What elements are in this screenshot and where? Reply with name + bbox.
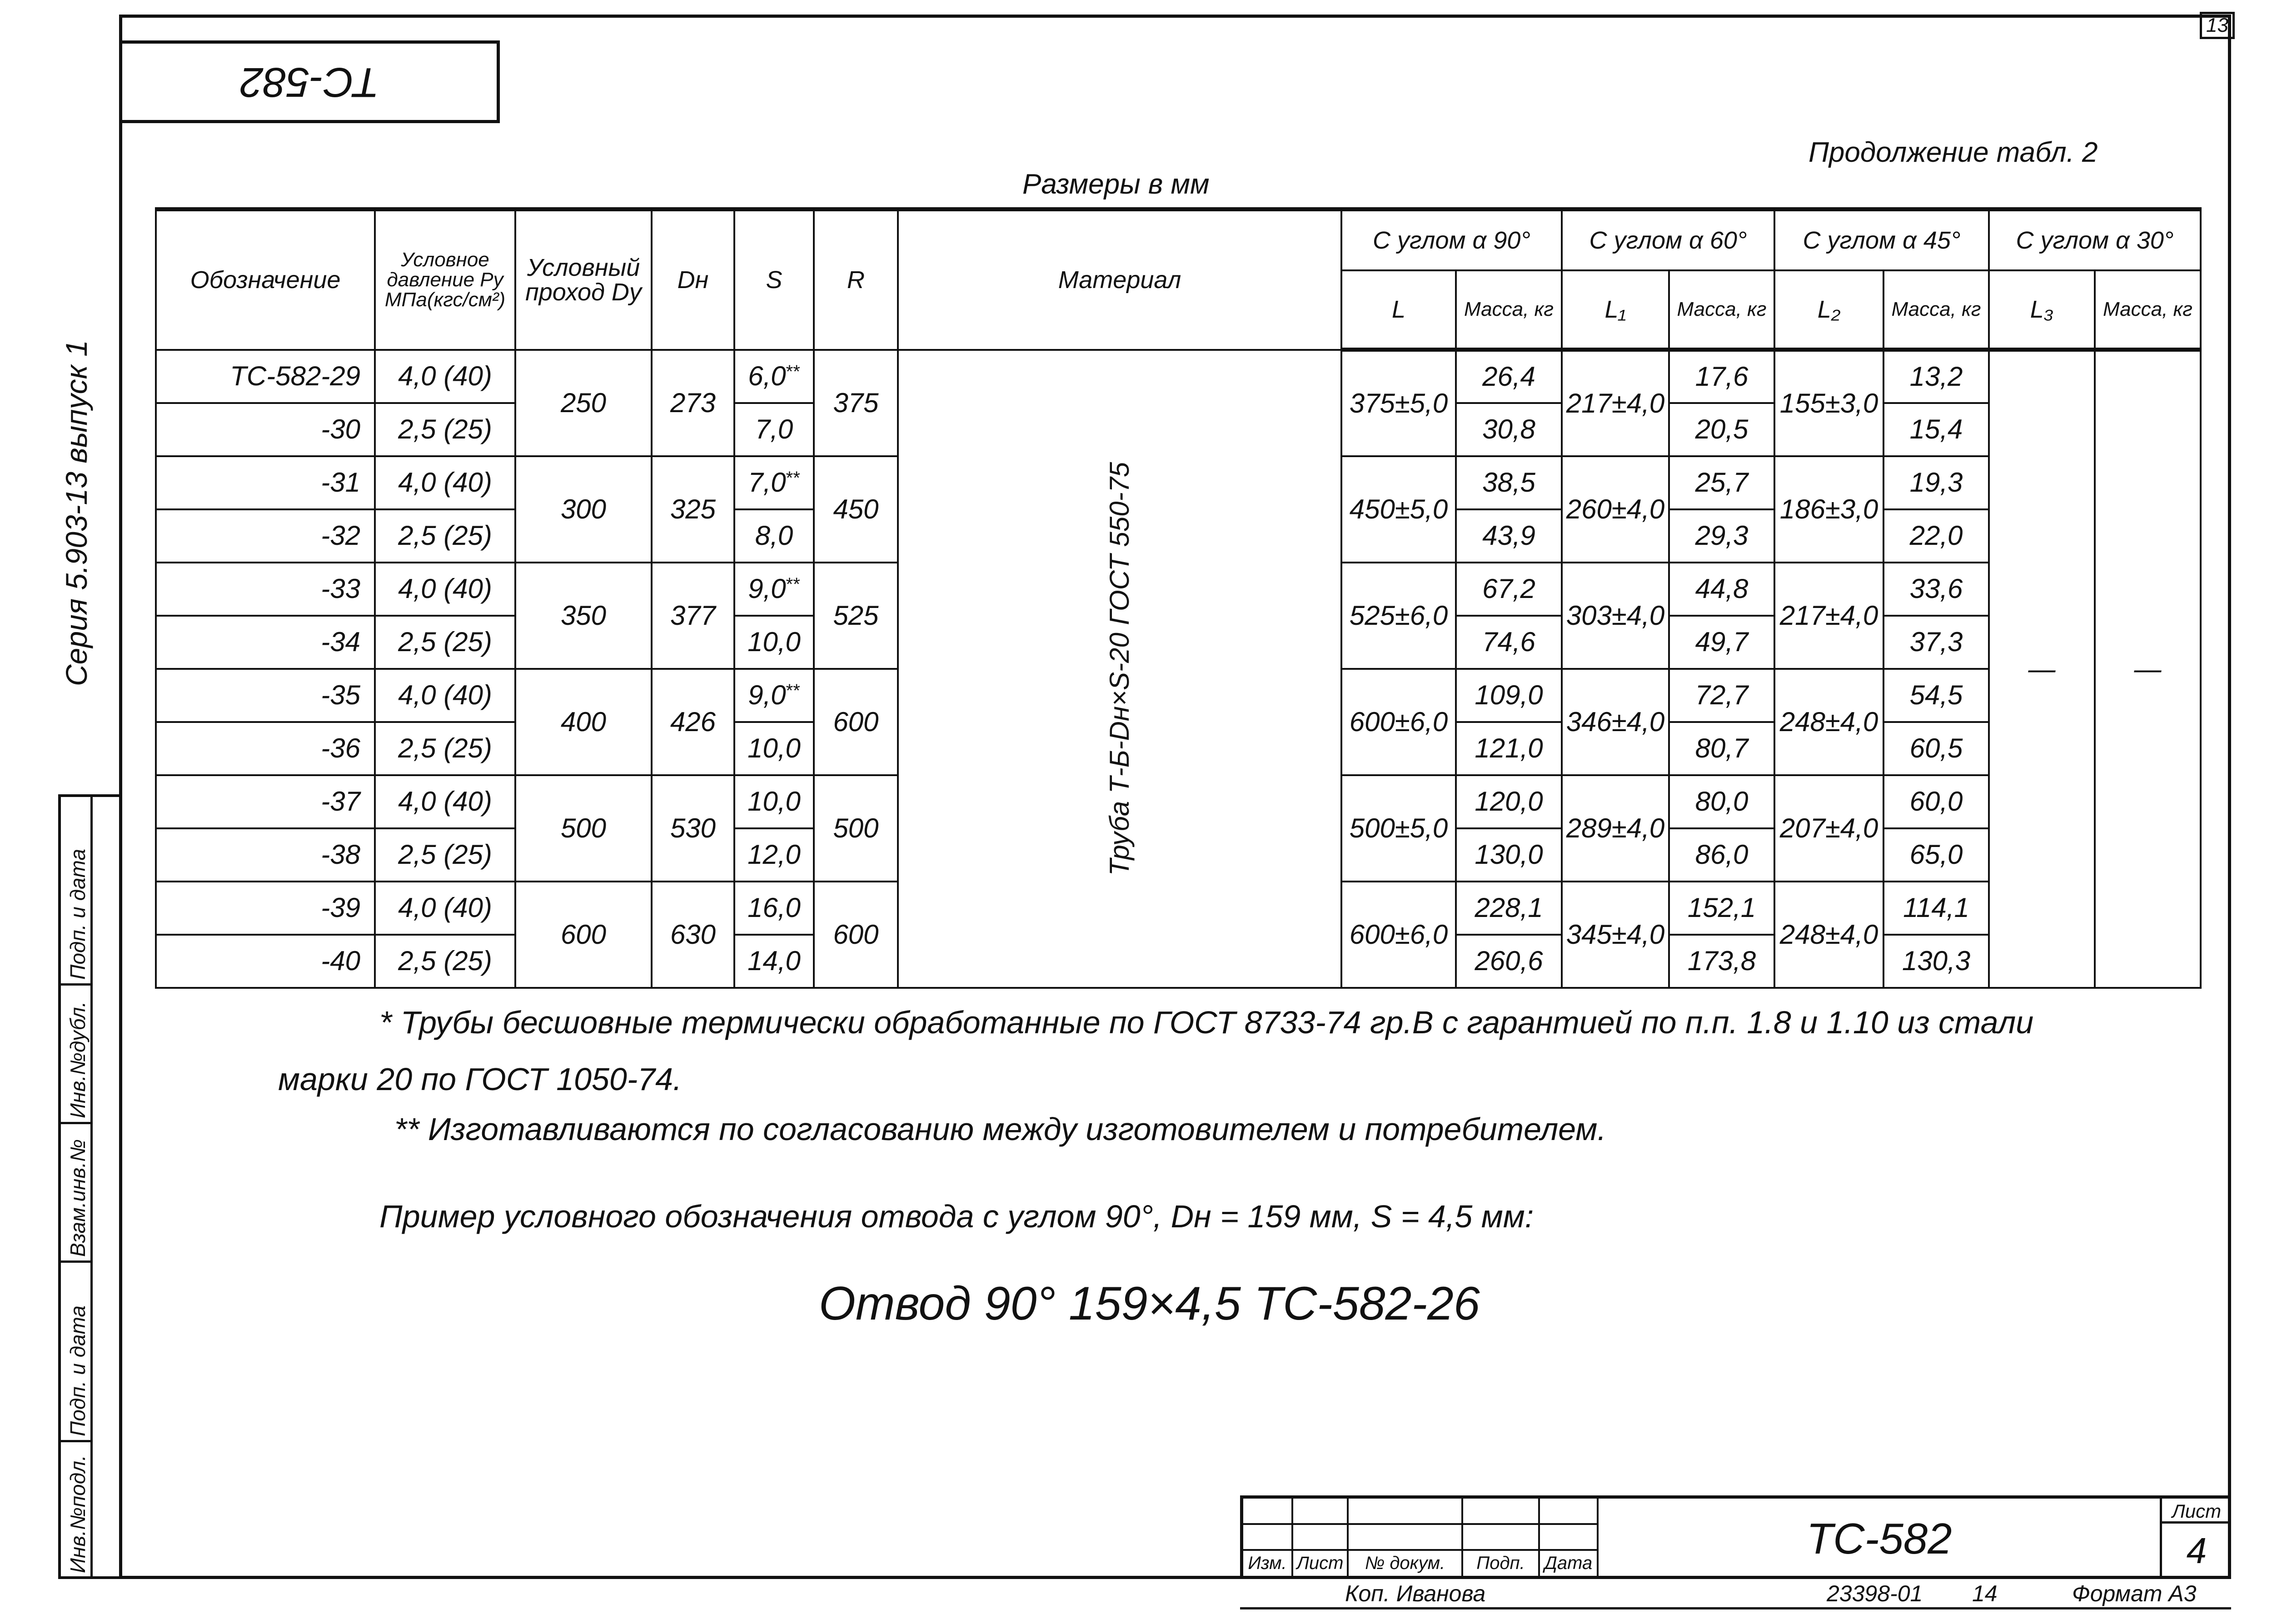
series-label: Серия 5.903-13 выпуск 1 (60, 340, 93, 686)
l45-cell: 248±4,0 (1774, 669, 1883, 775)
pressure-cell: 4,0 (40) (375, 563, 515, 616)
header-l2: L₂ (1774, 270, 1883, 350)
tb-header-date: Дата (1540, 1551, 1599, 1579)
s-value: 10,0 (747, 733, 801, 763)
order-sheet: 14 (1972, 1581, 1998, 1606)
mass90-cell: 109,0 (1456, 669, 1562, 722)
stamp-label: Подп. и дата (66, 849, 90, 980)
dimensions-table (155, 207, 2202, 989)
mass60-cell: 80,7 (1669, 722, 1774, 775)
mass45-cell: 33,6 (1883, 563, 1989, 616)
format-label: Формат А3 (2072, 1581, 2197, 1606)
mass60-cell: 20,5 (1669, 403, 1774, 456)
designation-cell: -32 (156, 509, 375, 563)
designation-cell: -31 (156, 456, 375, 509)
header-s: S (734, 209, 814, 350)
r-cell: 500 (814, 775, 898, 882)
mass90-cell: 74,6 (1456, 616, 1562, 669)
mass45-cell: 15,4 (1883, 403, 1989, 456)
mass45-cell: 65,0 (1883, 828, 1989, 882)
dy-cell: 400 (515, 669, 652, 775)
designation-cell: -33 (156, 563, 375, 616)
tb-header-sign: Подп. (1463, 1551, 1540, 1579)
s-value: 7,0 (748, 467, 786, 498)
l60-cell: 260±4,0 (1562, 456, 1669, 563)
l60-cell: 289±4,0 (1562, 775, 1669, 882)
header-mass: Масса, кг (1456, 270, 1562, 350)
header-angle-45: С углом α 45° (1774, 209, 1989, 270)
left-stamp (58, 794, 119, 1579)
material-value: Труба Т-Б-Dн×S-20 ГОСТ 550-75 (1104, 462, 1135, 876)
r-cell: 375 (814, 350, 898, 456)
pressure-cell: 2,5 (25) (375, 403, 515, 456)
s-cell (734, 775, 814, 828)
pressure-cell: 2,5 (25) (375, 828, 515, 882)
l90-cell: 600±6,0 (1341, 669, 1456, 775)
s-value: 9,0 (748, 573, 786, 604)
pressure-cell: 2,5 (25) (375, 616, 515, 669)
mass45-cell: 13,2 (1883, 350, 1989, 403)
footnote-mark: ** (786, 362, 800, 382)
r-cell: 525 (814, 563, 898, 669)
footnote-mark: ** (786, 574, 800, 594)
mass60-cell: 152,1 (1669, 882, 1774, 935)
stamp-label: Инв.№подл. (66, 1455, 90, 1573)
mass45-cell: 114,1 (1883, 882, 1989, 935)
dn-cell: 426 (652, 669, 734, 775)
l90-cell: 600±6,0 (1341, 882, 1456, 988)
l60-cell: 303±4,0 (1562, 563, 1669, 669)
header-mass: Масса, кг (1669, 270, 1774, 350)
copied-by: Коп. Иванова (1345, 1581, 1486, 1606)
dn-cell: 273 (652, 350, 734, 456)
corner-sheet-number: 13 (2200, 12, 2235, 39)
pressure-cell: 2,5 (25) (375, 509, 515, 563)
l45-cell: 217±4,0 (1774, 563, 1883, 669)
designation-cell: -36 (156, 722, 375, 775)
mass60-cell: 173,8 (1669, 935, 1774, 988)
l90-cell: 375±5,0 (1341, 350, 1456, 456)
dn-cell: 630 (652, 882, 734, 988)
l90-cell: 500±5,0 (1341, 775, 1456, 882)
r-cell: 600 (814, 882, 898, 988)
r-cell: 600 (814, 669, 898, 775)
continuation-label: Продолжение табл. 2 (1809, 137, 2098, 168)
designation-cell: -39 (156, 882, 375, 935)
header-l3: L₃ (1989, 270, 2095, 350)
example-intro: Пример условного обозначения отвода с углом 90°, Dн = 159 мм, S = 4,5 мм: (379, 1199, 1534, 1234)
l45-cell: 248±4,0 (1774, 882, 1883, 988)
l45-cell: 207±4,0 (1774, 775, 1883, 882)
table-row (156, 350, 2201, 403)
s-value: 14,0 (747, 946, 801, 976)
mass90-cell: 43,9 (1456, 509, 1562, 563)
l60-cell: 346±4,0 (1562, 669, 1669, 775)
stamp-label: Инв.№дубл. (66, 1001, 90, 1118)
order-number: 23398-01 (1827, 1581, 1923, 1606)
header-pressure: Условное давление Ру МПа(кгс/см²) (375, 209, 515, 350)
top-left-code-box (119, 40, 500, 123)
mass60-cell: 25,7 (1669, 456, 1774, 509)
tb-header-sheet: Лист (1293, 1551, 1349, 1579)
designation-cell: -38 (156, 828, 375, 882)
mass90-cell: 26,4 (1456, 350, 1562, 403)
mass45-cell: 130,3 (1883, 935, 1989, 988)
mass45-cell: 60,5 (1883, 722, 1989, 775)
s-value: 10,0 (747, 786, 801, 817)
material-cell (898, 350, 1341, 988)
s-value: 6,0 (748, 361, 786, 391)
s-value: 12,0 (747, 839, 801, 870)
s-cell (734, 669, 814, 722)
title-block (1240, 1495, 2231, 1579)
mass90-cell: 30,8 (1456, 403, 1562, 456)
s-cell (734, 563, 814, 616)
footnote-mark: ** (786, 468, 800, 488)
mass90-cell: 120,0 (1456, 775, 1562, 828)
units-label: Размеры в мм (1022, 169, 1210, 200)
l90-cell: 525±6,0 (1341, 563, 1456, 669)
pressure-cell: 4,0 (40) (375, 350, 515, 403)
mass90-cell: 67,2 (1456, 563, 1562, 616)
dn-cell: 530 (652, 775, 734, 882)
stamp-label: Подп. и дата (66, 1305, 90, 1436)
header-dn: Dн (652, 209, 734, 350)
header-dy: Условный проход Dу (515, 209, 652, 350)
pressure-cell: 4,0 (40) (375, 882, 515, 935)
header-designation: Обозначение (156, 209, 375, 350)
mass45-cell: 60,0 (1883, 775, 1989, 828)
footnote-1: * Трубы бесшовные термически обработанные по ГОСТ 8733-74 гр.В с гарантией по п.п. 1.8 и 1.10 из стали (379, 1005, 2034, 1040)
header-l: L (1341, 270, 1456, 350)
s-cell (734, 935, 814, 988)
bottom-line (1240, 1607, 2231, 1609)
footnote-1-continued: марки 20 по ГОСТ 1050-74. (278, 1061, 682, 1097)
dn-cell: 377 (652, 563, 734, 669)
l90-cell: 450±5,0 (1341, 456, 1456, 563)
mass60-cell: 17,6 (1669, 350, 1774, 403)
s-cell (734, 350, 814, 403)
header-r: R (814, 209, 898, 350)
dn-cell: 325 (652, 456, 734, 563)
mass60-cell: 80,0 (1669, 775, 1774, 828)
pressure-cell: 2,5 (25) (375, 935, 515, 988)
mass45-cell: 22,0 (1883, 509, 1989, 563)
example-designation: Отвод 90° 159×4,5 ТС-582-26 (819, 1277, 1480, 1330)
mass60-cell: 29,3 (1669, 509, 1774, 563)
header-material: Материал (898, 209, 1341, 350)
tb-sheet-label: Лист (2162, 1499, 2231, 1524)
mass45-cell: 54,5 (1883, 669, 1989, 722)
l60-cell: 345±4,0 (1562, 882, 1669, 988)
header-l1: L₁ (1562, 270, 1669, 350)
pressure-cell: 4,0 (40) (375, 775, 515, 828)
pressure-cell: 4,0 (40) (375, 669, 515, 722)
dy-cell: 250 (515, 350, 652, 456)
mass90-cell: 121,0 (1456, 722, 1562, 775)
mass90-cell: 38,5 (1456, 456, 1562, 509)
dy-cell: 600 (515, 882, 652, 988)
header-mass: Масса, кг (2095, 270, 2201, 350)
s-value: 10,0 (747, 627, 801, 657)
header-angle-90: С углом α 90° (1341, 209, 1562, 270)
tb-doc-code: ТС-582 (1599, 1499, 2162, 1579)
footnote-mark: ** (786, 681, 800, 701)
s-cell (734, 616, 814, 669)
mass45-cell: 37,3 (1883, 616, 1989, 669)
designation-cell: -35 (156, 669, 375, 722)
s-value: 9,0 (748, 680, 786, 710)
mass30-cell: — (2095, 350, 2201, 988)
r-cell: 450 (814, 456, 898, 563)
s-cell (734, 722, 814, 775)
mass90-cell: 228,1 (1456, 882, 1562, 935)
header-angle-60: С углом α 60° (1562, 209, 1774, 270)
designation-cell: -30 (156, 403, 375, 456)
l60-cell: 217±4,0 (1562, 350, 1669, 456)
mass90-cell: 130,0 (1456, 828, 1562, 882)
footnote-2: ** Изготавливаются по согласованию между изготовителем и потребителем. (394, 1111, 1606, 1147)
s-cell (734, 882, 814, 935)
tb-header-rev: Изм. (1243, 1551, 1293, 1579)
designation-cell: -34 (156, 616, 375, 669)
mass60-cell: 44,8 (1669, 563, 1774, 616)
s-cell (734, 509, 814, 563)
header-angle-30: С углом α 30° (1989, 209, 2201, 270)
dy-cell: 500 (515, 775, 652, 882)
l45-cell: 186±3,0 (1774, 456, 1883, 563)
designation-cell: ТС-582-29 (156, 350, 375, 403)
s-cell (734, 828, 814, 882)
designation-cell: -37 (156, 775, 375, 828)
pressure-cell: 4,0 (40) (375, 456, 515, 509)
s-value: 8,0 (755, 520, 793, 551)
dy-cell: 350 (515, 563, 652, 669)
top-left-code: ТС-582 (239, 59, 379, 105)
mass45-cell: 19,3 (1883, 456, 1989, 509)
s-cell (734, 403, 814, 456)
tb-sheet-number: 4 (2186, 1530, 2207, 1571)
s-value: 16,0 (747, 892, 801, 923)
stamp-label: Взам.инв.№ (66, 1139, 90, 1257)
mass60-cell: 86,0 (1669, 828, 1774, 882)
tb-header-doc: № докум. (1349, 1551, 1463, 1579)
pressure-cell: 2,5 (25) (375, 722, 515, 775)
header-mass: Масса, кг (1883, 270, 1989, 350)
dy-cell: 300 (515, 456, 652, 563)
s-value: 7,0 (755, 414, 793, 444)
mass60-cell: 72,7 (1669, 669, 1774, 722)
l45-cell: 155±3,0 (1774, 350, 1883, 456)
mass90-cell: 260,6 (1456, 935, 1562, 988)
designation-cell: -40 (156, 935, 375, 988)
s-cell (734, 456, 814, 509)
mass60-cell: 49,7 (1669, 616, 1774, 669)
l30-cell: — (1989, 350, 2095, 988)
